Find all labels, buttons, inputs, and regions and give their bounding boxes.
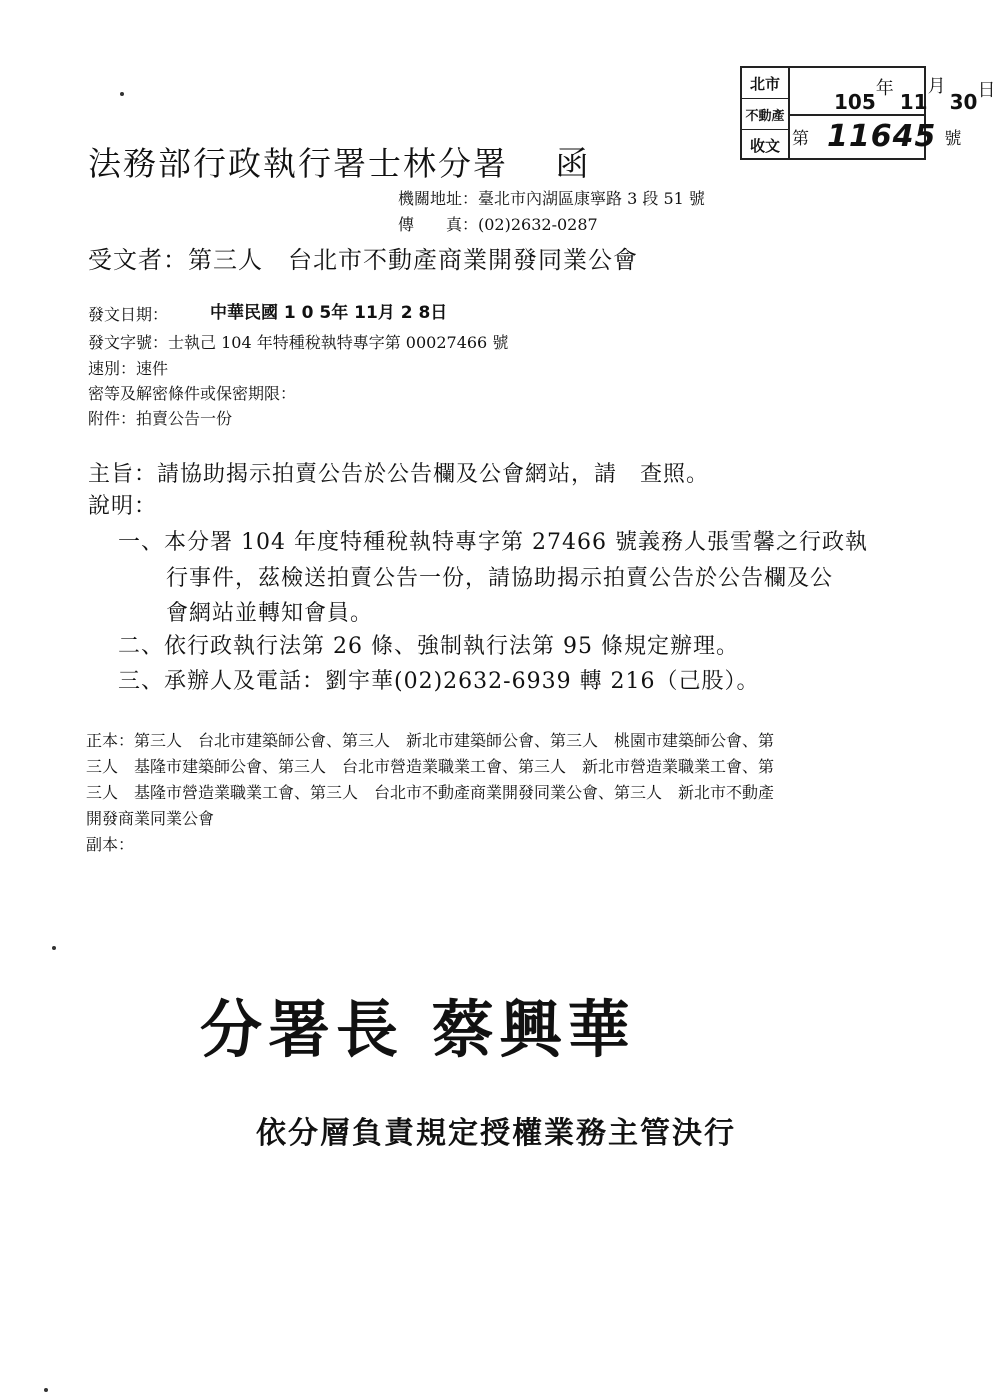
scan-speck xyxy=(44,1388,48,1392)
secrecy: 密等及解密條件或保密期限： xyxy=(88,384,297,403)
item-2: 二、依行政執行法第 26 條、強制執行法第 95 條規定辦理。 xyxy=(118,634,739,659)
issue-date-label: 發文日期： xyxy=(88,305,169,324)
stamp-number-row xyxy=(790,114,962,158)
agency-address: 機關地址：臺北市內湖區康寧路 3 段 51 號 xyxy=(398,189,705,208)
speed: 速別：速件 xyxy=(88,359,169,378)
stamp-year-unit: 年 xyxy=(875,78,894,99)
item-3: 三、承辦人及電話：劉宇華(02)2632-6939 轉 216（己股）。 xyxy=(118,669,760,694)
item-1-line-1: 一、本分署 104 年度特種稅執特專字第 27466 號義務人張雪馨之行政執 xyxy=(118,530,868,555)
stamp-number: 11645 xyxy=(827,118,937,154)
agency-title: 法務部行政執行署士林分署 函 xyxy=(88,144,591,183)
signature-seal: 分署長 蔡興華 xyxy=(200,993,636,1066)
scan-speck xyxy=(52,946,56,950)
stamp-date-day: 30 xyxy=(949,90,978,114)
stamp-label-line: 北市 xyxy=(742,68,788,99)
copy-recipients: 副本： xyxy=(86,835,135,854)
stamp-date-row xyxy=(790,68,995,116)
distribution-line: 三人 基隆市營造業職業工會、第三人 台北市不動產商業開發同業公會、第三人 新北市不動產 xyxy=(86,783,775,802)
receipt-stamp xyxy=(740,66,995,160)
stamp-label-column xyxy=(742,68,790,158)
stamp-number-suffix: 號 xyxy=(944,128,962,149)
doc-number: 發文字號：士執己 104 年特種稅執特專字第 00027466 號 xyxy=(88,333,509,352)
distribution-line: 開發商業同業公會 xyxy=(86,809,215,828)
subject: 主旨：請協助揭示拍賣公告於公告欄及公會網站，請 查照。 xyxy=(88,462,710,487)
stamp-date-month: 11 xyxy=(899,90,928,114)
distribution-line: 三人 基隆市建築師公會、第三人 台北市營造業職業工會、第三人 新北市營造業職業工會、第 xyxy=(86,757,775,776)
stamp-day-unit: 日 xyxy=(977,80,995,101)
distribution-line: 正本：第三人 台北市建築師公會、第三人 新北市建築師公會、第三人 桃園市建築師公會、第 xyxy=(86,731,775,750)
stamp-label-line: 收文 xyxy=(749,137,780,155)
stamp-month-unit: 月 xyxy=(927,76,946,97)
item-1-line-2: 行事件，茲檢送拍賣公告一份，請協助揭示拍賣公告於公告欄及公 xyxy=(166,566,834,591)
stamp-date-year: 105 xyxy=(834,90,876,114)
issue-date-value: 中華民國 1 0 5年 11月 2 8日 xyxy=(210,303,448,323)
authorization-note: 依分層負責規定授權業務主管決行 xyxy=(256,1116,736,1151)
stamp-label-line: 不動產 xyxy=(742,99,788,130)
stamp-number-prefix: 第 xyxy=(792,128,809,149)
recipient: 受文者：第三人 台北市不動產商業開發同業公會 xyxy=(88,246,638,274)
attachment: 附件：拍賣公告一份 xyxy=(88,409,233,428)
explanation-label: 說明： xyxy=(88,494,158,519)
scan-speck xyxy=(120,92,124,96)
agency-fax: 傳 真：(02)2632-0287 xyxy=(398,215,598,234)
item-1-line-3: 會網站並轉知會員。 xyxy=(166,601,374,626)
